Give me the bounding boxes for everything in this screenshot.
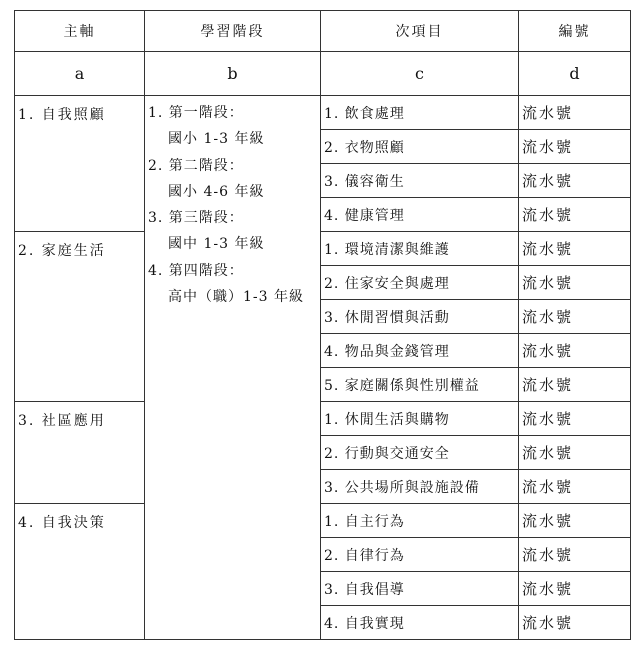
number-cell: 流水號 bbox=[519, 470, 631, 504]
subitem-cell: 3. 自我倡導 bbox=[321, 572, 519, 606]
header-number: 編號 bbox=[519, 11, 631, 52]
number-cell: 流水號 bbox=[519, 538, 631, 572]
stage-1-grades: 國小 1-3 年級 bbox=[168, 131, 265, 148]
number-cell: 流水號 bbox=[519, 300, 631, 334]
subitem-cell: 2. 行動與交通安全 bbox=[321, 436, 519, 470]
number-cell: 流水號 bbox=[519, 368, 631, 402]
number-cell: 流水號 bbox=[519, 436, 631, 470]
header-stage: 學習階段 bbox=[145, 11, 321, 52]
subitem-cell: 3. 儀容衛生 bbox=[321, 164, 519, 198]
stage-4-label: 4. 第四階段： bbox=[148, 262, 244, 279]
axis-family-life: 2. 家庭生活 bbox=[15, 232, 145, 402]
subitem-cell: 2. 衣物照顧 bbox=[321, 130, 519, 164]
subitem-cell: 1. 環境清潔與維護 bbox=[321, 232, 519, 266]
code-c: c bbox=[321, 52, 519, 96]
header-subitem: 次項目 bbox=[321, 11, 519, 52]
number-cell: 流水號 bbox=[519, 232, 631, 266]
axis-self-determination: 4. 自我決策 bbox=[15, 504, 145, 640]
number-cell: 流水號 bbox=[519, 402, 631, 436]
number-cell: 流水號 bbox=[519, 606, 631, 640]
code-a: a bbox=[15, 52, 145, 96]
subitem-cell: 4. 健康管理 bbox=[321, 198, 519, 232]
curriculum-table bbox=[14, 10, 631, 640]
code-row bbox=[15, 52, 631, 96]
subitem-cell: 3. 公共場所與設施設備 bbox=[321, 470, 519, 504]
stage-1-label: 1. 第一階段： bbox=[148, 105, 244, 121]
number-cell: 流水號 bbox=[519, 266, 631, 300]
stage-3-label: 3. 第三階段： bbox=[148, 210, 244, 227]
subitem-cell: 5. 家庭關係與性別權益 bbox=[321, 368, 519, 402]
axis-self-care: 1. 自我照顧 bbox=[15, 96, 145, 232]
subitem-cell: 1. 飲食處理 bbox=[321, 96, 519, 130]
axis-community: 3. 社區應用 bbox=[15, 402, 145, 504]
number-cell: 流水號 bbox=[519, 198, 631, 232]
table-row bbox=[15, 232, 631, 266]
number-cell: 流水號 bbox=[519, 164, 631, 198]
stage-cell bbox=[145, 96, 321, 640]
code-b: b bbox=[145, 52, 321, 96]
table-row bbox=[15, 402, 631, 436]
table-row bbox=[15, 96, 631, 130]
subitem-cell: 2. 自律行為 bbox=[321, 538, 519, 572]
subitem-cell: 1. 休閒生活與購物 bbox=[321, 402, 519, 436]
header-row bbox=[15, 11, 631, 52]
subitem-cell: 3. 休閒習慣與活動 bbox=[321, 300, 519, 334]
stage-2-grades: 國小 4-6 年級 bbox=[168, 183, 265, 200]
header-axis: 主軸 bbox=[15, 11, 145, 52]
number-cell: 流水號 bbox=[519, 96, 631, 130]
number-cell: 流水號 bbox=[519, 334, 631, 368]
table-row bbox=[15, 504, 631, 538]
subitem-cell: 1. 自主行為 bbox=[321, 504, 519, 538]
number-cell: 流水號 bbox=[519, 504, 631, 538]
number-cell: 流水號 bbox=[519, 572, 631, 606]
stage-list bbox=[148, 100, 320, 310]
subitem-cell: 4. 物品與金錢管理 bbox=[321, 334, 519, 368]
stage-4-grades: 高中（職）1-3 年級 bbox=[168, 289, 304, 306]
code-d: d bbox=[519, 52, 631, 96]
subitem-cell: 4. 自我實現 bbox=[321, 606, 519, 640]
stage-2-label: 2. 第二階段： bbox=[148, 157, 244, 174]
subitem-cell: 2. 住家安全與處理 bbox=[321, 266, 519, 300]
number-cell: 流水號 bbox=[519, 130, 631, 164]
stage-3-grades: 國中 1-3 年級 bbox=[168, 236, 265, 253]
